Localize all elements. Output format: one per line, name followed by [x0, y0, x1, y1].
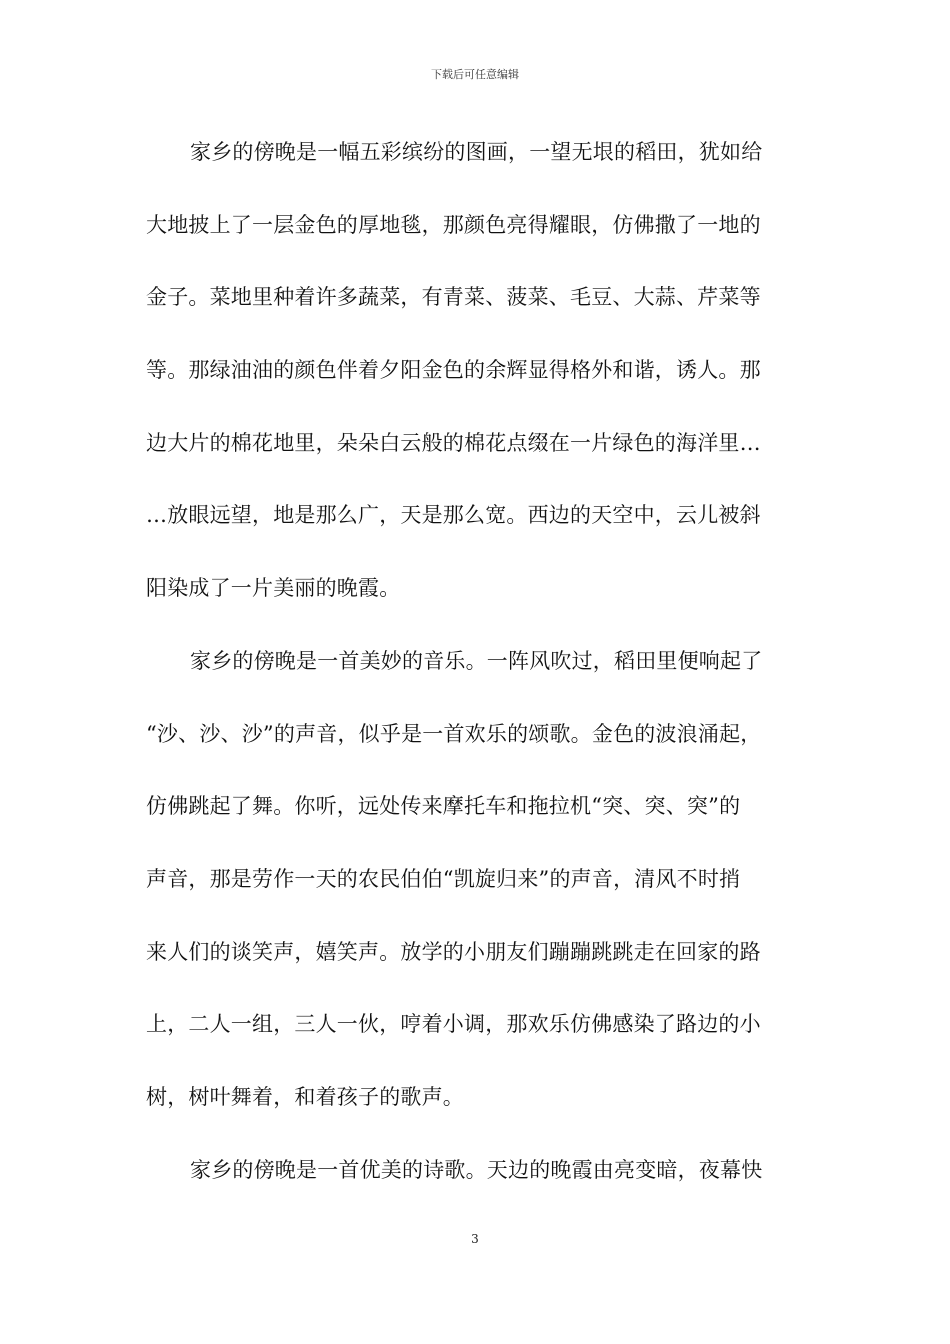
page-number: 3: [471, 1232, 479, 1246]
paragraph-line: 家乡的傍晚是一首优美的诗歌。天边的晚霞由亮变暗，夜幕快: [190, 1157, 763, 1182]
paragraph-line: 声音，那是劳作一天的农民伯伯“凯旋归来”的声音，清风不时捎: [146, 866, 741, 891]
paragraph-line: 阳染成了一片美丽的晚霞。: [146, 576, 401, 601]
paragraph-line: …放眼远望，地是那么广，天是那么宽。西边的天空中，云儿被斜: [146, 503, 761, 528]
paragraph-line: 家乡的傍晚是一幅五彩缤纷的图画，一望无垠的稻田，犹如给: [190, 140, 763, 164]
paragraph-line: 上，二人一组，三人一伙，哼着小调，那欢乐仿佛感染了路边的小: [146, 1012, 761, 1037]
header-note: 下载后可任意编辑: [431, 68, 519, 81]
body-text: [146, 130, 806, 1220]
paragraph-line: 边大片的棉花地里，朵朵白云般的棉花点缀在一片绿色的海洋里…: [146, 430, 761, 455]
paragraph-line: 来人们的谈笑声，嬉笑声。放学的小朋友们蹦蹦跳跳走在回家的路: [146, 939, 761, 964]
paragraph-line: 家乡的傍晚是一首美妙的音乐。一阵风吹过，稻田里便响起了: [190, 648, 763, 673]
paragraph-line: 大地披上了一层金色的厚地毯，那颜色亮得耀眼，仿佛撒了一地的: [146, 212, 761, 237]
paragraph-line: 等。那绿油油的颜色伴着夕阳金色的余辉显得格外和谐，诱人。那: [146, 358, 761, 383]
paragraph-line: 金子。菜地里种着许多蔬菜，有青菜、菠菜、毛豆、大蒜、芹菜等: [146, 285, 761, 310]
paragraph-line: 树，树叶舞着，和着孩子的歌声。: [146, 1084, 464, 1109]
paragraph-line: “沙、沙、沙”的声音，似乎是一首欢乐的颂歌。金色的波浪涌起，: [146, 721, 762, 746]
paragraph-line: 仿佛跳起了舞。你听，远处传来摩托车和拖拉机“突、突、突”的: [146, 794, 741, 819]
